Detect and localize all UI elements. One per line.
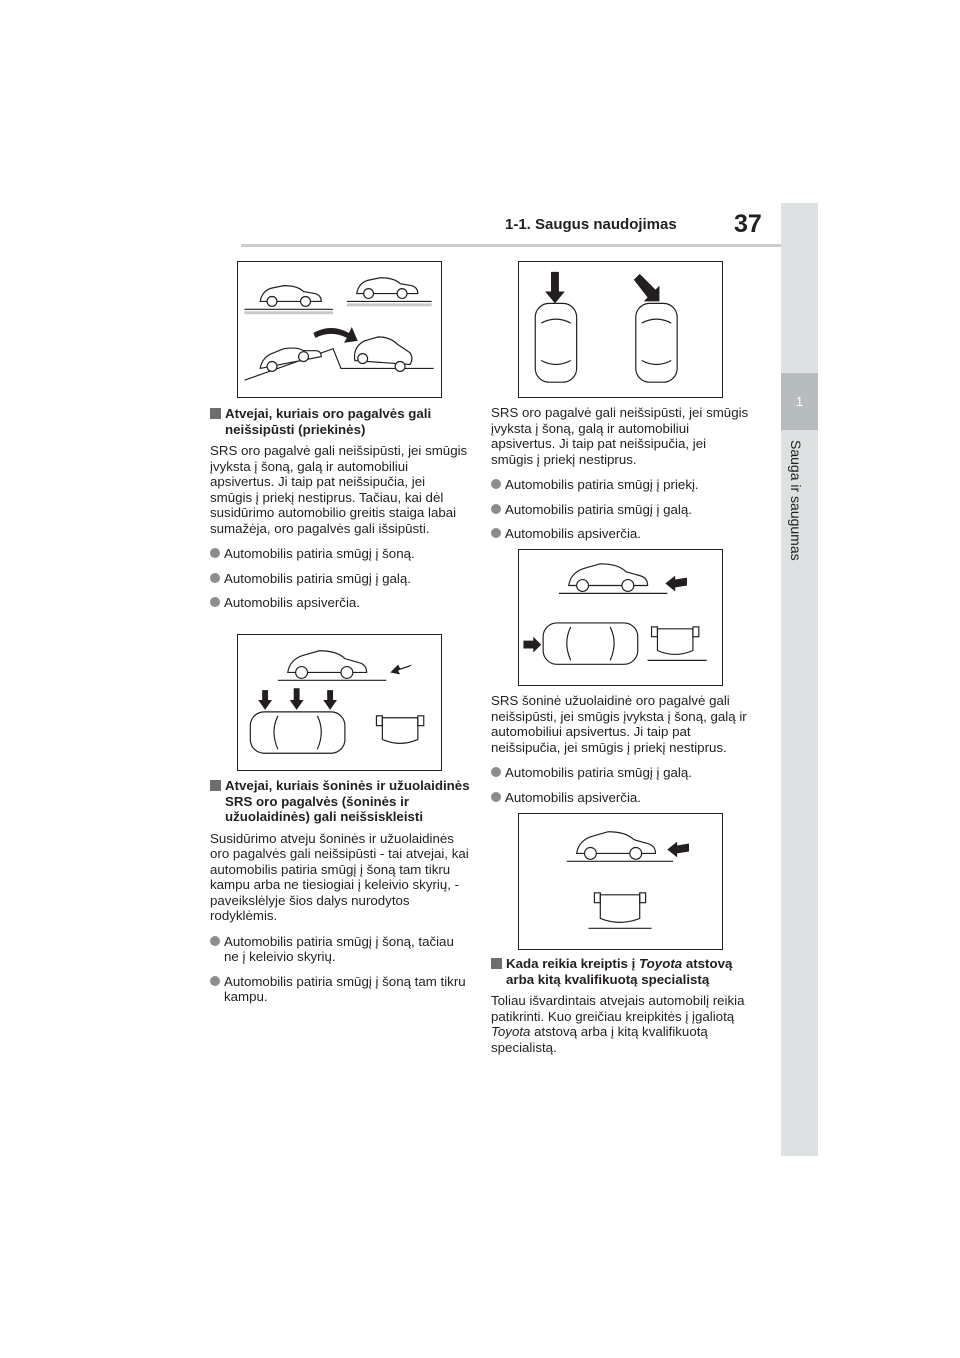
section-title: 1-1. Saugus naudojimas (505, 216, 677, 233)
list-item: Automobilis patiria smūgį į galą. (491, 502, 751, 518)
chapter-side-tab (781, 203, 818, 1156)
round-bullet-icon (210, 597, 220, 607)
round-bullet-icon (491, 767, 501, 777)
round-bullet-icon (491, 792, 501, 802)
list-item: Automobilis apsiverčia. (210, 595, 470, 611)
figure-frontal-angle (518, 261, 723, 398)
square-bullet-icon (491, 958, 502, 969)
square-bullet-icon (210, 780, 221, 791)
list-item: Automobilis patiria smūgį į galą. (491, 765, 751, 781)
paragraph-curtain: SRS šoninė užuolaidinė oro pagalvė gali neišsipūsti, jei smūgis įvyksta į šoną, galą ir automobiliui apsivertus. Ji taip pat neišsipučia, jei smūgis į priekį nestiprus. (491, 693, 747, 755)
square-bullet-icon (210, 408, 221, 419)
figure-rear-only (518, 813, 723, 950)
heading-side-airbags: Atvejai, kuriais šoninės ir užuolaidinės SRS oro pagalvės (šoninės ir užuolaidinės) gali neišsiskleisti (210, 778, 470, 825)
heading-contact-dealer: Kada reikia kreiptis į Toyota atstovą arba kitą kvalifikuotą specialistą (491, 956, 751, 987)
round-bullet-icon (210, 548, 220, 558)
figure-frontal-scenes (237, 261, 442, 398)
paragraph-contact: Toliau išvardintais atvejais automobilį reikia patikrinti. Kuo greičiau kreipkitės į įgaliotą Toyota atstovą arba į kitą kvalifikuotą specialistą. (491, 993, 745, 1055)
list-item: Automobilis apsiverčia. (491, 526, 751, 542)
chapter-label: Sauga ir saugumas (788, 440, 804, 561)
round-bullet-icon (210, 976, 220, 986)
page-number: 37 (734, 210, 762, 238)
right-column-middle (491, 693, 751, 814)
figure-rear-rollover (518, 549, 723, 686)
round-bullet-icon (210, 936, 220, 946)
chapter-number: 1 (795, 394, 804, 409)
list-item: Automobilis patiria smūgį į priekį. (491, 477, 751, 493)
left-column-lower (210, 778, 470, 1014)
list-item: Automobilis patiria smūgį į galą. (210, 571, 470, 587)
header-rule (241, 244, 781, 247)
list-item: Automobilis patiria smūgį į šoną, tačiau ne į keleivio skyrių. (210, 934, 470, 965)
paragraph-side: Susidūrimo atveju šoninės ir užuolaidinės oro pagalvės gali neišsipūsti - tai atvejai, kai automobilis patiria smūgį į šoną tam tikru kampu arba ne tiesiogiai į keleivio skyrių, - paveikslėlyje šios dalys nurodytos rodyklėmis. (210, 830, 469, 923)
list-item: Automobilis apsiverčia. (491, 790, 751, 806)
heading-frontal-airbags: Atvejai, kuriais oro pagalvės gali neišsipūsti (priekinės) (210, 406, 470, 437)
right-column-lower (491, 956, 751, 1065)
round-bullet-icon (491, 504, 501, 514)
right-column (491, 405, 751, 551)
paragraph-frontal-angle: SRS oro pagalvė gali neišsipūsti, jei smūgis įvyksta į šoną, galą ir automobiliui apsivertus. Ji taip pat neišsipučia, jei smūgis į priekį nestiprus. (491, 405, 749, 467)
paragraph-frontal: SRS oro pagalvė gali neišsipūsti, jei smūgis įvyksta į šoną, galą ir automobiliui apsivertus. Ji taip pat neišsipučia, jei smūgis į priekį nestiprus. Tačiau, kai dėl susidūrimo automobilio greitis staiga labai sumažėja, oro pagalvės gali išsipūsti. (210, 443, 468, 536)
left-column (210, 406, 470, 620)
figure-side-scenes (237, 634, 442, 771)
round-bullet-icon (210, 573, 220, 583)
round-bullet-icon (491, 479, 501, 489)
list-item: Automobilis patiria smūgį į šoną. (210, 546, 470, 562)
round-bullet-icon (491, 528, 501, 538)
list-item: Automobilis patiria smūgį į šoną tam tikru kampu. (210, 974, 470, 1005)
